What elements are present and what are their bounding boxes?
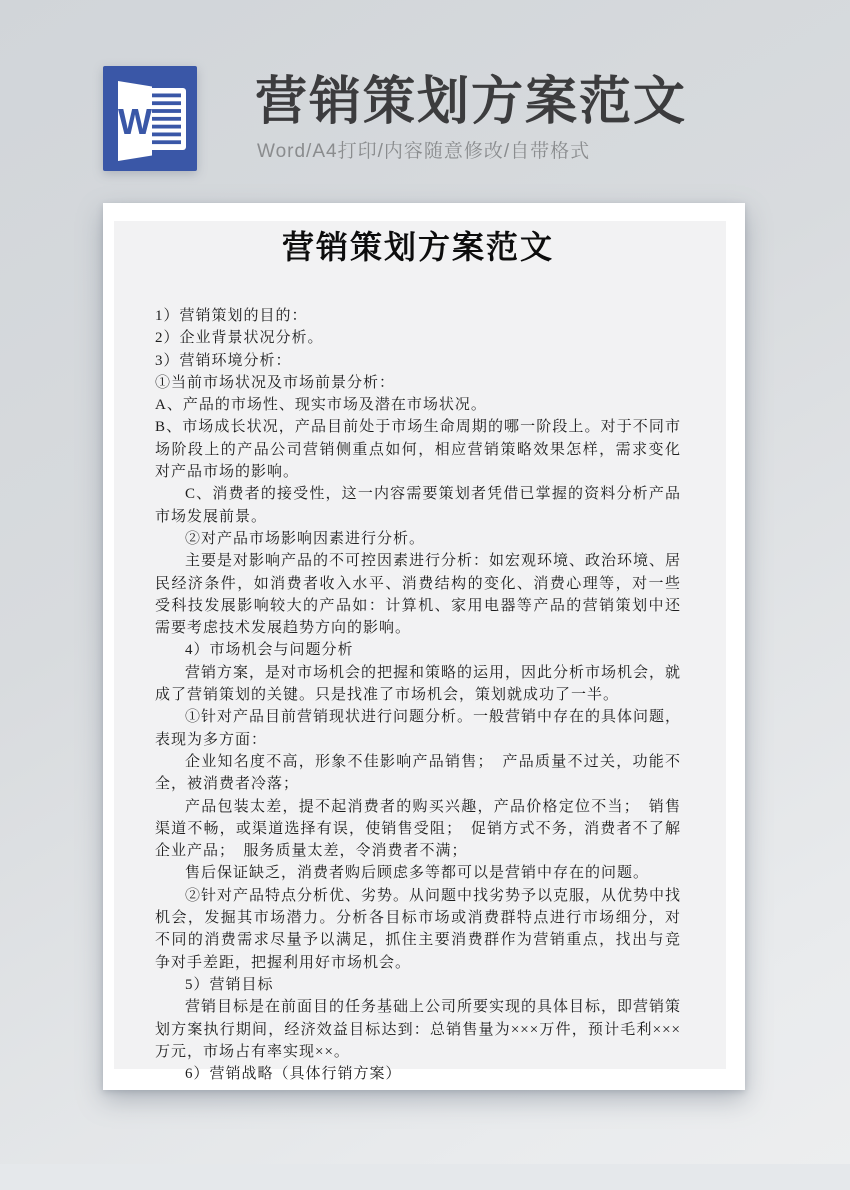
- word-icon-letter: W: [118, 101, 152, 142]
- template-title: 营销策划方案范文: [255, 73, 688, 131]
- document-paragraph: 2）企业背景状况分析。: [155, 330, 324, 347]
- document-paragraph: A、产品的市场性、现实市场及潜在市场状况。: [155, 397, 487, 414]
- document-paragraph: 4）市场机会与问题分析: [185, 642, 354, 659]
- document-paragraph: 营销目标是在前面目的任务基础上公司所要实现的具体目标，即营销策划方案执行期间，经济效益目标达到：总销售量为×××万件，预计毛利×××万元，市场占有率实现××。: [155, 999, 682, 1060]
- document-title: 营销策划方案范文: [281, 229, 554, 265]
- document-sheet: [114, 221, 726, 1083]
- document-paragraph: 售后保证缺乏，消费者购后顾虑多等都可以是营销中存在的问题。: [185, 865, 650, 882]
- document-paragraph: ②对产品市场影响因素进行分析。: [185, 530, 426, 547]
- document-paragraph: 6）营销战略（具体行销方案）: [185, 1066, 402, 1083]
- document-paragraph: 企业知名度不高，形象不佳影响产品销售； 产品质量不过关，功能不全，被消费者冷落；: [155, 753, 681, 793]
- template-header: [103, 66, 687, 171]
- document-paragraph: ②针对产品特点分析优、劣势。从问题中找劣势予以克服，从优势中找机会，发掘其市场潜力。分析各目标市场或消费群特点进行市场细分，对不同的消费需求尽量予以满足，抓住主要消费群作为营销重点，找出与竞争对手差距，把握利用好市场机会。: [155, 887, 682, 971]
- document-paragraph: ①当前市场状况及市场前景分析：: [155, 374, 396, 391]
- background-footer-band: [0, 1164, 850, 1190]
- document-paragraph: 营销方案，是对市场机会的把握和策略的运用，因此分析市场机会，就成了营销策划的关键。只是找准了市场机会，策划就成功了一半。: [155, 664, 682, 704]
- document-paragraph: 5）营销目标: [185, 976, 274, 993]
- word-icon: [103, 66, 197, 171]
- document-paragraph: C、消费者的接受性，这一内容需要策划者凭借已掌握的资料分析产品市场发展前景。: [155, 486, 681, 525]
- document-paragraph: B、市场成长状况，产品目前处于市场生命周期的哪一阶段上。对于不同市场阶段上的产品公司营销侧重点如何，相应营销策略效果怎样，需求变化对产品市场的影响。: [155, 419, 681, 481]
- header-text-block: [255, 66, 687, 163]
- document-paragraph: 3）营销环境分析：: [155, 352, 292, 369]
- template-subtitle: Word/A4打印/内容随意修改/自带格式: [257, 141, 591, 162]
- a4-page-preview: [103, 203, 745, 1090]
- document-paragraph: 1）营销策划的目的：: [155, 308, 308, 324]
- document-paragraph: ①针对产品目前营销现状进行问题分析。一般营销中存在的具体问题，表现为多方面：: [155, 709, 682, 748]
- document-paragraph: 主要是对影响产品的不可控因素进行分析：如宏观环境、政治环境、居民经济条件，如消费者收入水平、消费结构的变化、消费心理等，对一些受科技发展影响较大的产品如：计算机、家用电器等产品的营销策划中还需要考虑技术发展趋势方向的影响。: [155, 553, 682, 637]
- document-paragraph: 产品包装太差，提不起消费者的购买兴趣，产品价格定位不当； 销售渠道不畅，或渠道选择有误，使销售受阻； 促销方式不务，消费者不了解企业产品； 服务质量太差，令消费者不满；: [155, 798, 681, 860]
- document-body: [155, 305, 681, 1085]
